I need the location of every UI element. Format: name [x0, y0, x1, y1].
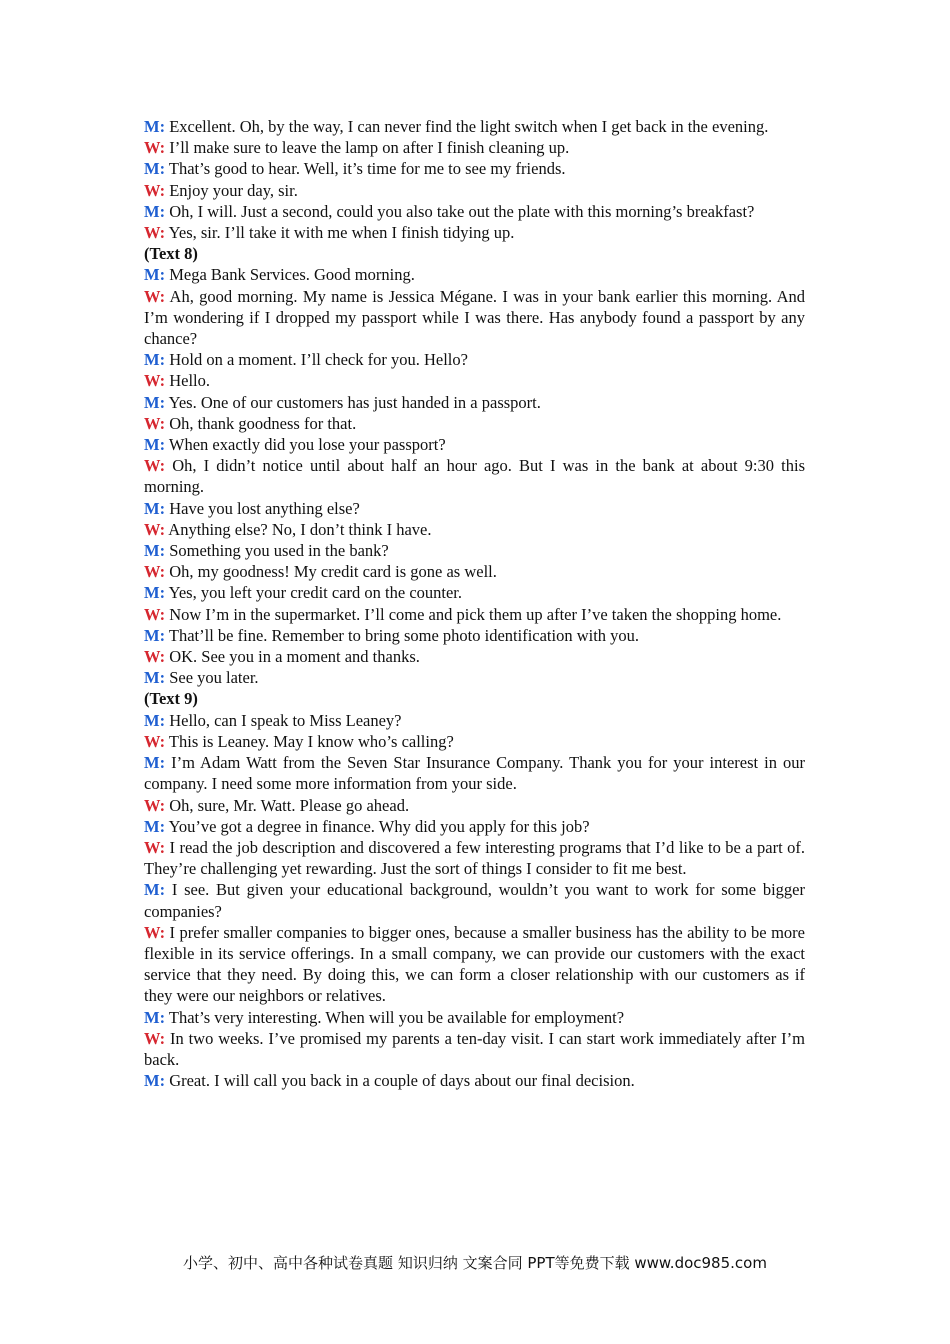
- utterance-text: This is Leaney. May I know who’s calling?: [165, 731, 454, 751]
- dialogue-line: [144, 795, 805, 816]
- speaker-label: M:: [144, 117, 166, 136]
- section-heading-text: (Text 9): [144, 689, 198, 709]
- dialogue-line: [144, 667, 805, 688]
- dialogue-line: [144, 180, 805, 201]
- speaker-label: M:: [144, 1071, 166, 1091]
- dialogue-line: [144, 158, 805, 179]
- dialogue-line: [144, 222, 805, 243]
- utterance-text: That’ll be fine. Remember to bring some photo identification with you.: [165, 625, 640, 645]
- utterance-text: Now I’m in the supermarket. I’ll come and pick them up after I’ve taken the shopping home.: [165, 604, 782, 624]
- dialogue-line: [144, 837, 805, 879]
- utterance-text: I’ll make sure to leave the lamp on after I finish cleaning up.: [165, 138, 570, 158]
- utterance-text: Enjoy your day, sir.: [165, 180, 298, 200]
- dialogue-line: [144, 116, 805, 137]
- dialogue-line: [144, 434, 805, 455]
- utterance-text: I see. But given your educational background, wouldn’t you want to work for some bigger companies?: [144, 880, 805, 921]
- utterance-text: Oh, sure, Mr. Watt. Please go ahead.: [165, 795, 410, 815]
- utterance-text: I prefer smaller companies to bigger ones, because a smaller business has the ability to be more flexible in its service offerings. In a small company, we can provide our customers with the exact service that they need. By doing this, we can form a closer relationship with our customers as if they were our neighbors or relatives.: [144, 922, 805, 1006]
- speaker-label: W:: [144, 837, 166, 857]
- dialogue-line: [144, 731, 805, 752]
- dialogue-line: [144, 582, 805, 603]
- dialogue-line: [144, 370, 805, 391]
- speaker-label: M:: [144, 1007, 166, 1027]
- dialogue-line: [144, 710, 805, 731]
- utterance-text: I’m Adam Watt from the Seven Star Insurance Company. Thank you for your interest in our company. I need some more information from your side.: [144, 753, 805, 794]
- dialogue-line: [144, 1070, 805, 1091]
- section-heading: [144, 688, 805, 709]
- speaker-label: M:: [144, 392, 166, 412]
- speaker-label: W:: [144, 286, 166, 306]
- dialogue-line: [144, 413, 805, 434]
- utterance-text: Hold on a moment. I’ll check for you. Hello?: [165, 350, 468, 370]
- speaker-label: M:: [144, 201, 166, 221]
- speaker-label: M:: [144, 668, 166, 688]
- dialogue-line: [144, 540, 805, 561]
- speaker-label: W:: [144, 1028, 166, 1048]
- speaker-label: M:: [144, 583, 166, 603]
- dialogue-line: [144, 752, 805, 794]
- speaker-label: M:: [144, 880, 166, 900]
- speaker-label: W:: [144, 647, 166, 667]
- section-heading-text: (Text 8): [144, 244, 198, 264]
- dialogue-line: [144, 625, 805, 646]
- utterance-text: You’ve got a degree in finance. Why did you apply for this job?: [165, 816, 590, 836]
- speaker-label: M:: [144, 710, 166, 730]
- dialogue-line: [144, 498, 805, 519]
- dialogue-line: [144, 392, 805, 413]
- utterance-text: That’s very interesting. When will you be available for employment?: [165, 1007, 625, 1027]
- utterance-text: Yes, you left your credit card on the counter.: [165, 583, 463, 603]
- utterance-text: Hello, can I speak to Miss Leaney?: [165, 710, 402, 730]
- utterance-text: Oh, thank goodness for that.: [165, 413, 357, 433]
- speaker-label: W:: [144, 562, 166, 582]
- utterance-text: Hello.: [165, 371, 211, 391]
- dialogue-line: [144, 816, 805, 837]
- speaker-label: W:: [144, 604, 166, 624]
- speaker-label: W:: [144, 795, 166, 815]
- dialogue-line: [144, 1028, 805, 1070]
- dialogue-line: [144, 286, 805, 350]
- utterance-text: Anything else? No, I don’t think I have.: [165, 519, 432, 539]
- speaker-label: W:: [144, 223, 166, 243]
- utterance-text: Oh, I didn’t notice until about half an hour ago. But I was in the bank at about 9:30 this morning.: [144, 456, 805, 497]
- dialogue-line: [144, 519, 805, 540]
- dialogue-line: [144, 1007, 805, 1028]
- dialogue-transcript: [144, 116, 805, 1091]
- utterance-text: Great. I will call you back in a couple of days about our final decision.: [165, 1071, 635, 1091]
- speaker-label: M:: [144, 498, 166, 518]
- speaker-label: M:: [144, 541, 166, 561]
- utterance-text: Something you used in the bank?: [165, 541, 389, 561]
- dialogue-line: [144, 455, 805, 497]
- speaker-label: M:: [144, 159, 166, 179]
- utterance-text: Mega Bank Services. Good morning.: [165, 265, 415, 285]
- dialogue-line: [144, 561, 805, 582]
- speaker-label: W:: [144, 413, 166, 433]
- utterance-text: Yes. One of our customers has just handed in a passport.: [165, 392, 541, 412]
- speaker-label: M:: [144, 625, 166, 645]
- utterance-text: OK. See you in a moment and thanks.: [165, 647, 420, 667]
- speaker-label: W:: [144, 519, 166, 539]
- dialogue-line: [144, 349, 805, 370]
- speaker-label: W:: [144, 180, 166, 200]
- utterance-text: In two weeks. I’ve promised my parents a ten-day visit. I can start work immediately after I’m back.: [144, 1028, 805, 1069]
- speaker-label: W:: [144, 371, 166, 391]
- speaker-label: W:: [144, 922, 166, 942]
- utterance-text: That’s good to hear. Well, it’s time for me to see my friends.: [165, 159, 566, 179]
- utterance-text: Oh, my goodness! My credit card is gone as well.: [165, 562, 497, 582]
- section-heading: [144, 243, 805, 264]
- speaker-label: M:: [144, 350, 166, 370]
- speaker-label: W:: [144, 731, 166, 751]
- utterance-text: Have you lost anything else?: [165, 498, 360, 518]
- utterance-text: Ah, good morning. My name is Jessica Mégane. I was in your bank earlier this morning. And I’m wondering if I dropped my passport while I was there. Has anybody found a passport by any chance?: [144, 286, 805, 349]
- speaker-label: M:: [144, 816, 166, 836]
- speaker-label: W:: [144, 456, 166, 476]
- utterance-text: I read the job description and discovered a few interesting programs that I’d like to be a part of. They’re challenging yet rewarding. Just the sort of things I consider to fit me best.: [144, 837, 805, 879]
- speaker-label: W:: [144, 138, 166, 158]
- dialogue-line: [144, 922, 805, 1007]
- utterance-text: Excellent. Oh, by the way, I can never find the light switch when I get back in the evening.: [165, 117, 769, 136]
- dialogue-line: [144, 201, 805, 222]
- dialogue-line: [144, 646, 805, 667]
- dialogue-line: [144, 879, 805, 921]
- page-footer: 小学、初中、高中各种试卷真题 知识归纳 文案合同 PPT等免费下载 www.doc985.com: [183, 1254, 767, 1272]
- utterance-text: Yes, sir. I’ll take it with me when I finish tidying up.: [165, 223, 515, 243]
- speaker-label: M:: [144, 435, 166, 455]
- dialogue-line: [144, 137, 805, 158]
- speaker-label: M:: [144, 753, 166, 773]
- utterance-text: When exactly did you lose your passport?: [165, 435, 446, 455]
- dialogue-line: [144, 604, 805, 625]
- dialogue-line: [144, 264, 805, 285]
- utterance-text: Oh, I will. Just a second, could you also take out the plate with this morning’s breakfast?: [165, 201, 755, 221]
- utterance-text: See you later.: [165, 668, 259, 688]
- speaker-label: M:: [144, 265, 166, 285]
